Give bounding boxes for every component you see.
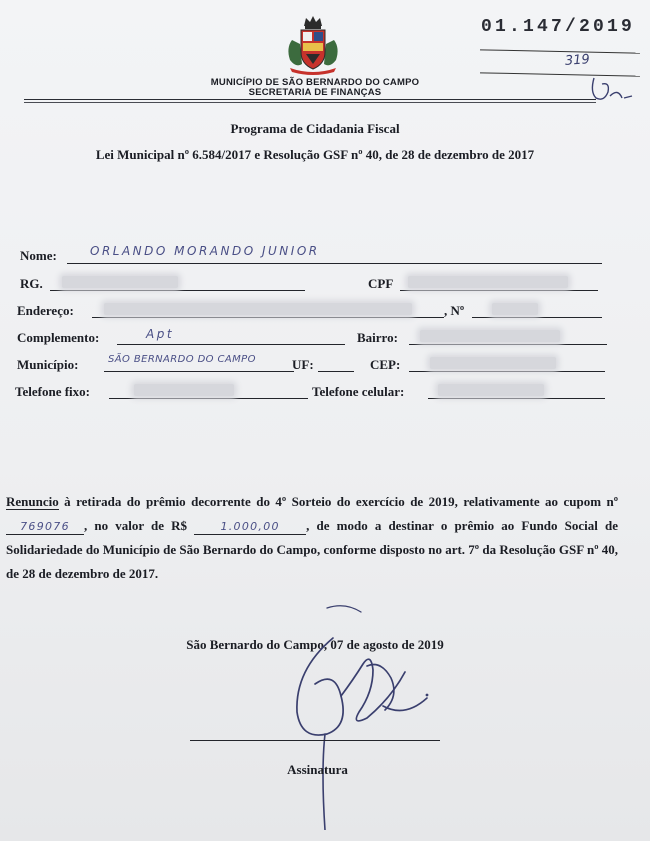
complemento-label: Complemento: [17, 330, 100, 345]
renuncio-word: Renuncio [6, 494, 59, 509]
telefone-fixo-label: Telefone fixo: [15, 384, 90, 399]
handwritten-signature-icon [255, 600, 445, 830]
declaration-part-1: à retirada do prêmio decorrente do 4º Sorteio do exercício de 2019, relativamente ao cupom nº [58, 494, 618, 509]
municipio-label: Município: [17, 357, 79, 372]
endereco-line [92, 317, 444, 318]
cupom-number: 769076 [6, 520, 84, 535]
declaration-part-3: , de modo a destinar o prêmio ao Fundo Social de Solidariedade do Município de São Bernardo do Campo, conforme disposto no art. 7º da Resolução GSF nº 40, de 28 de dezembro de 2017. [6, 518, 619, 581]
declaration-part-2: , no valor de R$ [84, 518, 195, 533]
telefone-celular-label: Telefone celular: [312, 384, 405, 399]
bairro-redacted [420, 330, 560, 342]
initials-mark-icon [588, 74, 638, 104]
cpf-label: CPF [368, 276, 394, 291]
endereco-redacted [104, 303, 412, 315]
nome-line [67, 263, 602, 264]
municipal-crest-icon [284, 14, 342, 76]
stamp-rule-top [480, 49, 640, 53]
complemento-value: Apt [146, 327, 175, 341]
cep-line [409, 371, 605, 372]
uf-line [318, 371, 354, 372]
signature-line [190, 740, 440, 741]
department-name: SECRETARIA DE FINANÇAS [248, 87, 382, 98]
sheet-number: 319 [564, 52, 591, 69]
place-date: São Bernardo do Campo, 07 de agosto de 2019 [186, 637, 444, 652]
bairro-label: Bairro: [357, 330, 398, 345]
declaration-paragraph [6, 490, 618, 586]
municipio-line [104, 371, 294, 372]
nome-label: Nome: [20, 248, 57, 263]
telefone-celular-line [428, 398, 605, 399]
cep-label: CEP: [370, 357, 401, 372]
cpf-line [400, 290, 598, 291]
numero-label: , Nº [444, 303, 465, 318]
signature-label: Assinatura [287, 762, 348, 777]
protocol-number: 01.147/2019 [481, 17, 636, 37]
legal-basis: Lei Municipal nº 6.584/2017 e Resolução GSF nº 40, de 28 de dezembro de 2017 [95, 147, 535, 162]
rg-line [50, 290, 305, 291]
header-rule-secondary [24, 102, 596, 103]
header-rule [24, 99, 596, 100]
prize-value: 1.000,00 [194, 520, 306, 535]
rg-redacted [62, 276, 178, 288]
numero-line [472, 317, 602, 318]
cep-redacted [430, 357, 556, 369]
endereco-label: Endereço: [17, 303, 74, 318]
municipio-value: SÃO BERNARDO DO CAMPO [108, 354, 256, 365]
program-title: Programa de Cidadania Fiscal [230, 121, 400, 136]
complemento-line [117, 344, 345, 345]
cpf-redacted [408, 276, 568, 288]
bairro-line [409, 344, 607, 345]
telefone-fixo-redacted [134, 384, 234, 396]
telefone-fixo-line [109, 398, 308, 399]
municipality-name: MUNICÍPIO DE SÃO BERNARDO DO CAMPO [210, 77, 420, 88]
nome-value: ORLANDO MORANDO JUNIOR [90, 244, 320, 258]
numero-redacted [492, 303, 538, 315]
rg-label: RG. [20, 276, 43, 291]
uf-label: UF: [292, 357, 314, 372]
telefone-celular-redacted [438, 384, 544, 396]
